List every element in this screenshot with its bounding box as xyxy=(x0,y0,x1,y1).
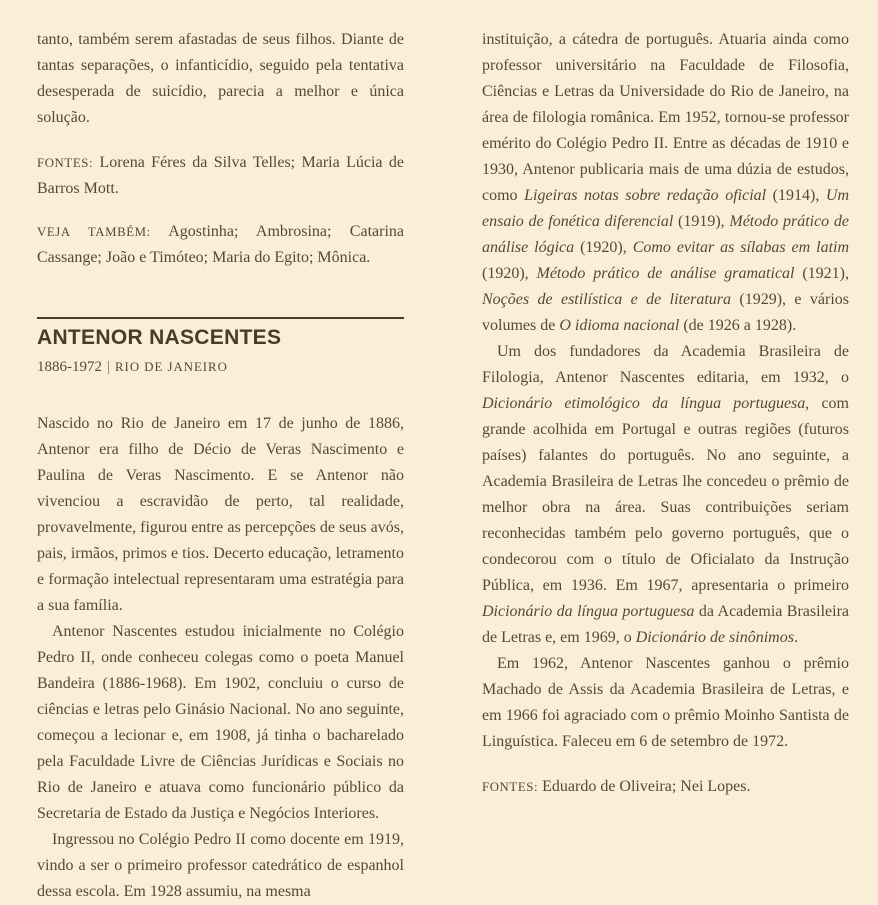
entry-place: RIO DE JANEIRO xyxy=(115,360,228,374)
sources-text: Eduardo de Oliveira; Nei Lopes. xyxy=(538,778,751,795)
section-rule xyxy=(37,317,404,319)
text-segment: Como evitar as sílabas em latim xyxy=(632,239,850,256)
text-segment: , com grande acolhida em Portugal e outras regiões (futuros países) falantes do português. No ano seguinte, a Academia Brasileira de Letras lhe concedeu o prêmio de melhor obra na área. Suas contribuições seriam reconhecidas também pelo governo português, que o condecorou com o título de Oficialato da Instrução Pública, em 1936. Em 1967, apresentaria o primeiro xyxy=(482,395,850,594)
sources-text: Lorena Féres da Silva Telles; Maria Lúcia de Barros Mott. xyxy=(37,154,404,197)
entry-paragraph-2 xyxy=(37,619,404,827)
text-segment: (1919), xyxy=(673,213,730,230)
text-segment: da Academia Brasileira de Letras e, em 1969, o xyxy=(482,603,849,646)
text-segment: Em 1962, Antenor Nascentes ganhou o prêmio Machado de Assis da Academia Brasileira de Letras, e em 1966 foi agraciado com o prêmio Moinho Santista de Linguística. Faleceu em 6 de setembro de 1972. xyxy=(482,655,849,750)
entry-paragraph-5 xyxy=(482,339,849,651)
text-segment: (de 1926 a 1928). xyxy=(679,317,797,334)
text-segment: Ligeiras notas sobre redação oficial xyxy=(524,187,767,204)
entry-dates: 1886-1972 xyxy=(37,359,102,375)
see-also-text: Agostinha; Ambrosina; Catarina Cassange; João e Timóteo; Maria do Egito; Mônica. xyxy=(37,223,404,266)
text-segment: (1920), xyxy=(482,265,537,282)
text-segment: O idioma nacional xyxy=(559,317,680,334)
right-column xyxy=(482,27,849,800)
text-segment: Dicionário etimológico da língua portuguesa xyxy=(482,395,806,412)
text-segment: (1914), xyxy=(766,187,826,204)
entry-meta xyxy=(37,359,404,375)
entry-title: ANTENOR NASCENTES xyxy=(37,326,282,349)
text-segment: Método prático de análise lógica xyxy=(482,213,849,256)
text-segment: Noções de estilística e de literatura xyxy=(482,291,731,308)
sources-label: FONTES: xyxy=(482,780,539,794)
entry-paragraph-3 xyxy=(37,827,404,905)
see-also-note xyxy=(37,219,404,271)
text-segment: . xyxy=(793,629,798,646)
left-column xyxy=(37,27,404,905)
text-segment: (1921), xyxy=(794,265,849,282)
text-segment: Um ensaio de fonética diferencial xyxy=(482,187,850,230)
meta-separator: | xyxy=(107,359,111,375)
text-segment: Nascido no Rio de Janeiro em 17 de junho de 1886, Antenor era filho de Décio de Veras Nascimento e Paulina de Veras Nascimento. E se Antenor não vivenciou a escravidão de perto, tal realidade, provavelmente, figurou entre as percepções de seus avós, pais, irmãos, primos e tios. Decerto educação, letramento e formação intelectual representaram uma estratégia para a sua família. xyxy=(37,415,404,614)
text-segment: Dicionário da língua portuguesa xyxy=(482,603,695,620)
paragraph-continuation-top xyxy=(37,27,404,131)
entry-paragraph-4-continuation xyxy=(482,27,849,339)
text-segment: (1920), xyxy=(574,239,633,256)
text-segment: Um dos fundadores da Academia Brasileira de Filologia, Antenor Nascentes editaria, em 1932, o xyxy=(482,343,849,386)
text-segment: tanto, também serem afastadas de seus filhos. Diante de tantas separações, o infanticídio, seguido pela tentativa desesperada de suicídio, parecia a melhor e única solução. xyxy=(37,31,404,126)
text-segment: Ingressou no Colégio Pedro II como docente em 1919, vindo a ser o primeiro professor catedrático de espanhol dessa escola. Em 1928 assumiu, na mesma xyxy=(37,831,404,900)
entry-paragraph-6 xyxy=(482,651,849,755)
text-segment: Dicionário de sinônimos xyxy=(635,629,794,646)
text-segment: instituição, a cátedra de português. Atuaria ainda como professor universitário na Faculdade de Filosofia, Ciências e Letras da Universidade do Rio de Janeiro, na área de filologia românica. Em 1952, tornou-se professor emérito do Colégio Pedro II. Entre as décadas de 1910 e 1930, Antenor publicaria mais de uma dúzia de estudos, como xyxy=(482,31,849,204)
text-segment: (1929), e vários volumes de xyxy=(482,291,849,334)
text-segment: Antenor Nascentes estudou inicialmente no Colégio Pedro II, onde conheceu colegas como o poeta Manuel Bandeira (1886-1968). Em 1902, concluiu o curso de ciências e letras pelo Ginásio Nacional. No ano seguinte, começou a lecionar e, em 1908, já tinha o bacharelado pela Faculdade Livre de Ciências Jurídicas e Sociais no Rio de Janeiro e atuava como funcionário público da Secretaria de Estado da Justiça e Negócios Interiores. xyxy=(37,623,404,822)
entry-paragraph-1 xyxy=(37,411,404,619)
text-segment: Método prático de análise gramatical xyxy=(536,265,795,282)
entry-header xyxy=(37,317,404,375)
sources-note xyxy=(482,774,849,800)
sources-note xyxy=(37,150,404,202)
see-also-label: VEJA TAMBÉM: xyxy=(37,225,151,239)
sources-label: FONTES: xyxy=(37,156,94,170)
